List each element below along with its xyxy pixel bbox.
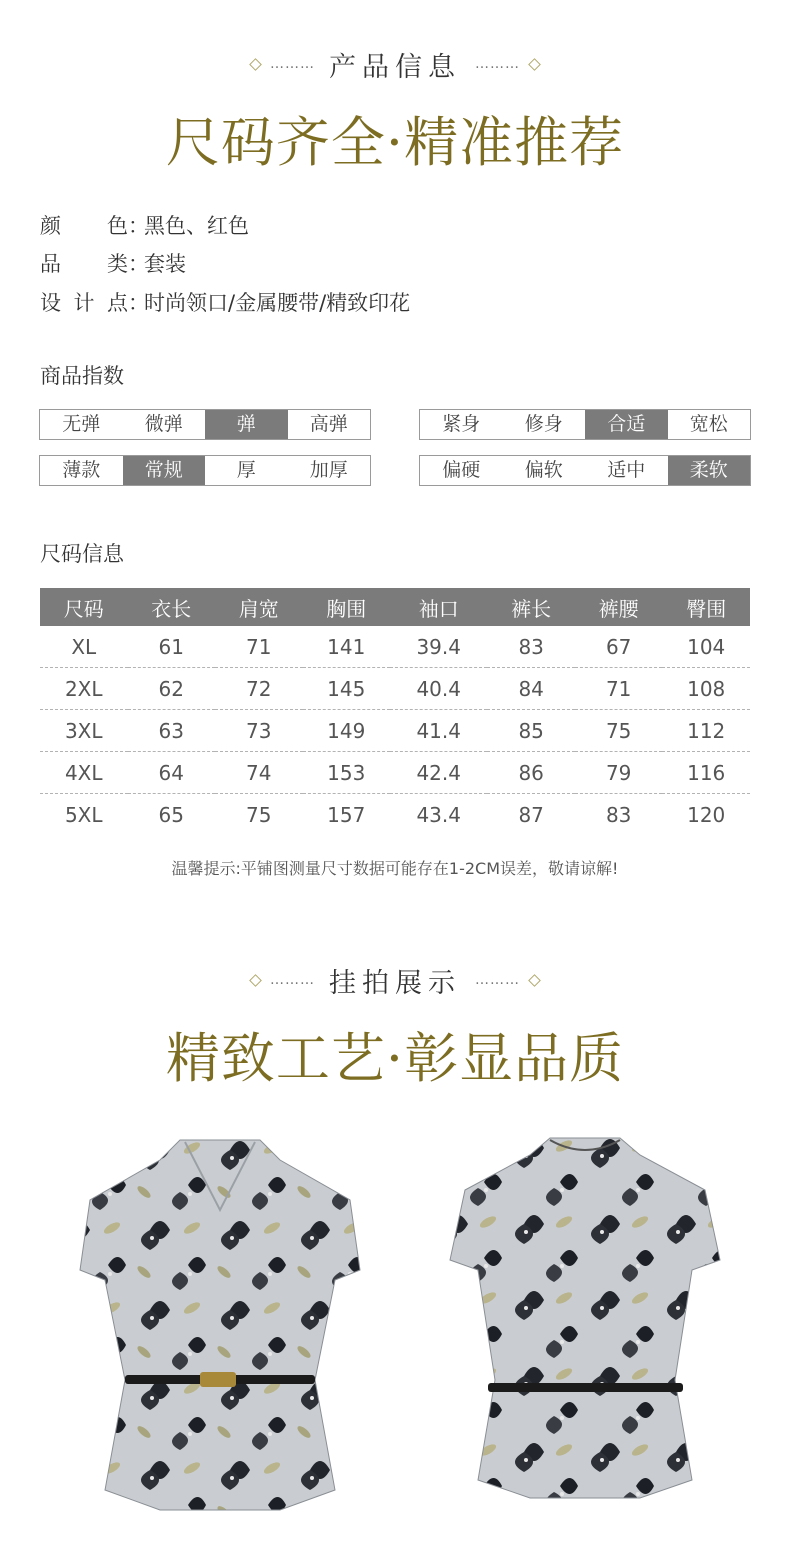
table-cell: 79 — [575, 752, 663, 794]
table-row — [40, 626, 750, 668]
info-value: 时尚领口/金属腰带/精致印花 — [144, 291, 411, 315]
thickness-index — [39, 455, 371, 486]
page-title: 尺码齐全·精准推荐 — [165, 111, 625, 174]
index-option: 紧身 — [442, 413, 481, 435]
size-table — [40, 588, 750, 835]
table-cell: 85 — [487, 710, 575, 752]
index-option: 薄款 — [62, 459, 101, 481]
size-heading: 尺码信息 — [40, 542, 124, 566]
column-header: 尺码 — [40, 588, 128, 626]
table-row — [40, 710, 750, 752]
table-cell: 73 — [215, 710, 303, 752]
dots-divider: ……… — [270, 972, 315, 988]
table-cell: 157 — [327, 802, 366, 827]
table-cell: 153 — [303, 752, 391, 794]
index-option: 无弹 — [62, 413, 101, 435]
table-row — [40, 794, 750, 836]
table-cell: 40.4 — [390, 668, 487, 710]
table-cell: 64 — [128, 752, 216, 794]
table-cell: 74 — [215, 752, 303, 794]
index-option: 加厚 — [309, 459, 348, 481]
column-header: 胸围 — [303, 588, 391, 626]
diamond-icon — [249, 974, 262, 987]
table-cell: 72 — [215, 668, 303, 710]
table-cell: 71 — [575, 668, 663, 710]
elasticity-index — [39, 409, 371, 440]
table-cell: 87 — [518, 802, 544, 827]
dots-divider: ……… — [475, 56, 520, 72]
table-cell: 145 — [303, 668, 391, 710]
diamond-icon — [528, 58, 541, 71]
dots-divider: ……… — [475, 972, 520, 988]
table-cell: 4XL — [40, 752, 128, 794]
index-option: 高弹 — [309, 413, 348, 435]
table-cell: 120 — [687, 802, 726, 827]
blouse-front-image — [50, 1130, 390, 1520]
table-cell: 3XL — [40, 710, 128, 752]
table-cell: 108 — [662, 668, 750, 710]
table-row — [40, 752, 750, 794]
table-cell: 104 — [662, 626, 750, 668]
index-option: 适中 — [607, 459, 646, 481]
info-category-row: 品 类 ： 套装 — [40, 248, 186, 278]
section-title: 挂拍展示 — [329, 967, 461, 999]
diamond-icon — [528, 974, 541, 987]
info-label: 品 类 — [40, 252, 128, 276]
table-cell: XL — [40, 626, 128, 668]
table-cell: 75 — [575, 710, 663, 752]
info-label: 设 计 点 — [40, 291, 128, 315]
table-row — [40, 668, 750, 710]
softness-index — [419, 455, 751, 486]
table-cell: 83 — [487, 626, 575, 668]
info-color-row: 颜 色 ： 黑色、红色 — [40, 210, 249, 240]
table-cell: 141 — [303, 626, 391, 668]
index-option: 微弹 — [144, 413, 183, 435]
table-cell: 71 — [215, 626, 303, 668]
table-cell: 84 — [487, 668, 575, 710]
info-design-row: 设 计 点 ： 时尚领口/金属腰带/精致印花 — [40, 287, 410, 317]
column-header: 袖口 — [390, 588, 487, 626]
column-header: 肩宽 — [215, 588, 303, 626]
column-header: 衣长 — [128, 588, 216, 626]
index-option: 修身 — [524, 413, 563, 435]
column-header: 臀围 — [662, 588, 750, 626]
info-value: 黑色、红色 — [144, 214, 249, 238]
table-cell: 149 — [303, 710, 391, 752]
index-option: 偏软 — [524, 459, 563, 481]
table-cell: 116 — [662, 752, 750, 794]
index-option-selected: 弹 — [205, 410, 288, 439]
index-option: 厚 — [236, 459, 256, 481]
index-option-selected: 柔软 — [668, 456, 751, 485]
column-header: 裤长 — [487, 588, 575, 626]
table-cell: 5XL — [64, 802, 103, 827]
table-cell: 61 — [128, 626, 216, 668]
table-cell: 41.4 — [390, 710, 487, 752]
diamond-icon — [249, 58, 262, 71]
blouse-back-image — [430, 1130, 740, 1510]
measurement-tip: 温馨提示:平铺图测量尺寸数据可能存在1-2CM误差，敬请谅解! — [171, 859, 619, 878]
dots-divider: ……… — [270, 56, 315, 72]
table-cell: 42.4 — [390, 752, 487, 794]
index-option-selected: 常规 — [123, 456, 206, 485]
table-cell: 63 — [128, 710, 216, 752]
table-cell: 86 — [487, 752, 575, 794]
table-cell: 39.4 — [390, 626, 487, 668]
table-cell: 67 — [575, 626, 663, 668]
index-option: 宽松 — [689, 413, 728, 435]
section-header-hanging-display — [0, 960, 790, 1000]
index-option: 偏硬 — [442, 459, 481, 481]
info-label: 颜 色 — [40, 214, 128, 238]
table-cell: 112 — [662, 710, 750, 752]
table-cell: 43.4 — [416, 802, 461, 827]
info-value: 套装 — [144, 252, 186, 276]
index-heading: 商品指数 — [40, 364, 124, 388]
table-cell: 65 — [158, 802, 184, 827]
table-header-row — [40, 588, 750, 626]
table-cell: 62 — [128, 668, 216, 710]
section-big-title: 精致工艺·彰显品质 — [165, 1027, 625, 1090]
table-cell: 75 — [246, 802, 272, 827]
table-cell: 2XL — [40, 668, 128, 710]
section-title: 产品信息 — [329, 51, 461, 83]
table-cell: 83 — [605, 802, 632, 827]
column-header: 裤腰 — [575, 588, 663, 626]
section-header-product-info — [0, 44, 790, 84]
index-option-selected: 合适 — [585, 410, 668, 439]
fit-index — [419, 409, 751, 440]
